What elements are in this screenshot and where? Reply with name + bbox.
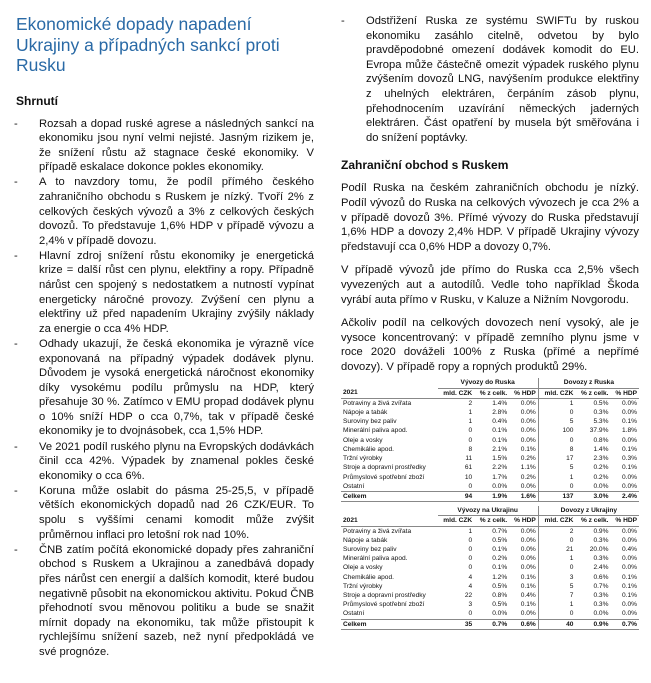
table-cell: 0 <box>538 436 575 445</box>
table-cell: 0.0% <box>621 409 637 417</box>
summary-item: - Hlavní zdroj snížení růstu ekonomiky je energetická krize = další růst cen plynu, elektřiny a ropy. Případně nárůst cen spojený s nedostatkem a nutností vypínat energeticky náročné provozy. Zvýšení cen plynu a elektřiny už před napadením Ukrajiny zvýšily náklady za energie o cca 4% HDP. <box>14 249 314 335</box>
table-cell: 137 <box>538 491 575 501</box>
table-row-label: Stroje a dopravní prostředky <box>343 464 426 472</box>
table-cell: 0.1% <box>621 445 637 453</box>
table-cell <box>341 506 438 516</box>
table-row <box>341 473 639 482</box>
table-cell: 0 <box>538 536 575 545</box>
table-column-header: % z celk. <box>474 388 509 398</box>
table-cell: 2.4% <box>593 564 609 572</box>
table-group-header <box>341 506 639 516</box>
table-cell: 3.0% <box>575 491 610 501</box>
table-row-label: Celkem <box>341 491 438 501</box>
table-total-row <box>341 619 639 629</box>
table-row-label: Průmyslové spotřební zboží <box>343 473 425 481</box>
table-cell: 1.4% <box>492 399 508 407</box>
table-cell: 1.9% <box>474 491 509 501</box>
table-cell: 0.6% <box>509 619 538 629</box>
table-cell: 5 <box>538 463 575 472</box>
table-column-header: % z celk. <box>575 388 610 398</box>
table-cell: 0.0% <box>520 527 536 535</box>
table-cell: 0.5% <box>593 399 609 407</box>
table-cell: 0.1% <box>492 427 508 435</box>
table-cell: 0.0% <box>520 545 536 553</box>
table-cell: 0.3% <box>621 455 637 463</box>
table-cell: 1 <box>468 409 473 417</box>
table-year: 2021 <box>341 388 438 398</box>
table-cell: 0.0% <box>520 482 536 490</box>
table-cell: 0.7% <box>610 619 639 629</box>
table-cell: 61 <box>464 464 473 472</box>
table-group-label: Dovozy z Ruska <box>538 378 639 388</box>
table-total-row <box>341 491 639 501</box>
table-row-label: Nápoje a tabák <box>343 409 388 417</box>
table-cell: 0 <box>468 610 473 618</box>
table-row <box>341 445 639 454</box>
table-cell: 0.3% <box>593 555 609 563</box>
table-column-header: % z celk. <box>474 516 509 526</box>
trade-tables <box>341 378 639 629</box>
table-cell: 0.1% <box>520 445 536 453</box>
table-row-label: Nápoje a tabák <box>343 536 388 544</box>
table-row-label: Chemikálie apod. <box>343 573 394 581</box>
table-cell: 0.2% <box>593 464 609 472</box>
table-cell: 0.0% <box>621 601 637 609</box>
table-group-label: Vývozy na Ukrajinu <box>438 506 539 516</box>
table-row <box>341 545 639 554</box>
table-cell: 0 <box>538 609 575 619</box>
table-year: 2021 <box>341 516 438 526</box>
table-row <box>341 463 639 472</box>
table-row <box>341 426 639 435</box>
table-row <box>341 482 639 492</box>
table-cell: 22 <box>464 591 473 599</box>
table-cell: 37.9% <box>589 427 609 435</box>
table-cell: 1 <box>468 418 473 426</box>
table-group-label: Dovozy z Ukrajiny <box>538 506 639 516</box>
table-cell: 0.0% <box>520 436 536 444</box>
table-row-label: Suroviny bez paliv <box>343 545 397 553</box>
table-cell: 0.1% <box>492 564 508 572</box>
table-cell: 5 <box>538 417 575 426</box>
table-cell: 0.0% <box>520 427 536 435</box>
table-cell: 20.0% <box>589 545 609 553</box>
table-cell: 0.2% <box>520 455 536 463</box>
table-cell: 0.2% <box>593 473 609 481</box>
table-cell: 0.3% <box>593 409 609 417</box>
table-cell: 0 <box>468 545 473 553</box>
table-cell: 17 <box>538 454 575 463</box>
table-cell: 1 <box>468 527 473 535</box>
table-cell: 0 <box>468 555 473 563</box>
table-column-header: % HDP <box>610 388 639 398</box>
table-cell: 8 <box>538 445 575 454</box>
table-cell: 0.0% <box>621 527 637 535</box>
table-cell: 7 <box>538 591 575 600</box>
table-row <box>341 582 639 591</box>
table-cell: 0.1% <box>520 582 536 590</box>
table-cell: 0.8% <box>492 591 508 599</box>
table-row-label: Oleje a vosky <box>343 436 383 444</box>
table-column-header: mld. CZK <box>438 516 475 526</box>
table-row <box>341 609 639 619</box>
table-cell: 4 <box>468 582 473 590</box>
table-group-label: Vývozy do Ruska <box>438 378 539 388</box>
table-row-label: Průmyslové spotřební zboží <box>343 601 425 609</box>
table-row-label: Oleje a vosky <box>343 564 383 572</box>
table-cell: 0.3% <box>593 591 609 599</box>
table-cell: 0.9% <box>593 527 609 535</box>
table-cell: 0.4% <box>492 418 508 426</box>
table-cell: 0.1% <box>492 436 508 444</box>
table-column-header: % HDP <box>610 516 639 526</box>
table-header-row <box>341 516 639 526</box>
table-group-header <box>341 378 639 388</box>
table-cell: 0.3% <box>593 601 609 609</box>
summary-item: - Odstřižení Ruska ze systému SWIFTu by ruskou ekonomiku zasáhlo citelně, odvetou by bylo pravděpodobné omezení dodávek komodit do EU. Evropa může částečně omezit výpadek ruského plynu zvýšením dovozů LNG, navýšením produkce elektřiny z uhelných elektráren, čerpáním zásob plynu, přehodnocením uzavírání německých jaderných elektráren. Část opatření by musela být směřována i do snížení poptávky. <box>341 15 639 144</box>
table-cell: 0.0% <box>593 482 609 490</box>
table-cell: 0 <box>538 482 575 492</box>
table-cell: 0.4% <box>520 591 536 599</box>
table-column-header: mld. CZK <box>438 388 475 398</box>
trade-heading: Zahraniční obchod s Ruskem <box>341 158 509 173</box>
summary-item: - Ve 2021 podíl ruského plynu na Evropských dodávkách činil cca 42%. Výpadek by znamenal pokles české ekonomiky o cca 6%. <box>14 440 314 482</box>
table-row <box>341 398 639 408</box>
table-cell: 2.8% <box>492 409 508 417</box>
table-cell: 2 <box>468 399 473 407</box>
summary-item: - Rozsah a dopad ruské agrese a následných sankcí na ekonomiku jsou nyní velmi nejisté. Jasným rizikem je, že snížení růstu až stagnace české ekonomiky. V případě eskalace dokonce pokles ekonomiky. <box>14 117 314 174</box>
table-cell: 0.2% <box>520 473 536 481</box>
table-cell: 0.0% <box>621 564 637 572</box>
table-cell: 0.1% <box>520 601 536 609</box>
table-row <box>341 526 639 536</box>
table-row-label: Stroje a dopravní prostředky <box>343 591 426 599</box>
table-cell: 0.1% <box>621 418 637 426</box>
table-cell: 0.1% <box>520 573 536 581</box>
summary-item: - Koruna může oslabit do pásma 25-25,5, v případě větších ekonomických dopadů nad 26 CZK/EUR. To spolu s vyššími cenami komodit může zvýšit průměrnou inflaci pro letošní rok nad 10%. <box>14 484 314 541</box>
table-cell: 0.6% <box>593 573 609 581</box>
table-cell: 0 <box>468 427 473 435</box>
table-cell: 0.0% <box>520 555 536 563</box>
summary-item: - ČNB zatím počítá ekonomické dopady přes zahraniční obchod s Ruskem a Ukrajinou a zanedbává dopady přes nárůst cen energií a dalších komodit, které budou negativně působit na ekonomickou aktivitu. Pokud ČNB přehodnotí svou měnovou politiku a bude se snažit mírnit dopady na ekonomiku, tak může přistoupit k rychlejšímu snížení sazeb, než nyní předpokládá ve své prognóze. <box>14 543 314 658</box>
table-cell: 0.1% <box>621 591 637 599</box>
table-cell: 0.1% <box>621 582 637 590</box>
table-row-label: Potraviny a živá zvířata <box>343 527 412 535</box>
table-cell: 21 <box>538 545 575 554</box>
table-row-label: Ostatní <box>343 482 365 490</box>
table-cell: 10 <box>464 473 473 481</box>
table-column-header: % HDP <box>509 388 538 398</box>
table-row-label: Minerální paliva apod. <box>343 555 408 563</box>
table-row <box>341 554 639 563</box>
table-cell: 1 <box>538 600 575 609</box>
table-cell: 2.1% <box>492 445 508 453</box>
table-cell: 1.7% <box>492 473 508 481</box>
table-cell: 100 <box>538 426 575 435</box>
table-cell: 0.4% <box>621 545 637 553</box>
table-cell: 0.0% <box>621 482 637 490</box>
summary-continued-list <box>341 14 639 145</box>
table-cell: 0.0% <box>520 399 536 407</box>
table-row <box>341 591 639 600</box>
table-cell: 0.0% <box>621 555 637 563</box>
table-cell: 0.0% <box>621 610 637 618</box>
table-cell: 1 <box>538 554 575 563</box>
table-cell: 1.6% <box>509 491 538 501</box>
table-row <box>341 600 639 609</box>
table-cell: 0.9% <box>575 619 610 629</box>
table-cell: 2.2% <box>492 464 508 472</box>
table-row <box>341 454 639 463</box>
table-cell: 2.3% <box>593 455 609 463</box>
table-cell: 0.7% <box>474 619 509 629</box>
table-cell: 0.1% <box>621 573 637 581</box>
table-cell: 0.0% <box>621 436 637 444</box>
summary-heading: Shrnutí <box>16 93 58 108</box>
ukraine-trade-table <box>341 506 639 630</box>
table-cell: 0.5% <box>492 582 508 590</box>
table-cell: 0.3% <box>593 536 609 544</box>
table-cell: 0 <box>538 563 575 572</box>
table-row <box>341 563 639 572</box>
table-cell: 2 <box>538 526 575 536</box>
trade-paragraph: Podíl Ruska na českém zahraničních obchodu je nízký. Podíl vývozů do Ruska na celkových vývozech je cca 2% a v případě dovozů 3%. Přímé vývozy do Ruska představují 1,6% HDP a dovozy 2,4% HDP. V případě Ukrajiny vývozy představují cca 0,6% HDP a dovozy 0,7%. <box>341 182 639 253</box>
table-cell: 5 <box>538 582 575 591</box>
table-cell: 0.0% <box>593 610 609 618</box>
table-cell: 1.4% <box>593 445 609 453</box>
table-row <box>341 408 639 417</box>
table-cell: 0 <box>468 436 473 444</box>
table-cell: 0.0% <box>520 610 536 618</box>
page-title: Ekonomické dopady napadení Ukrajiny a případných sankcí proti Rusku <box>16 14 280 75</box>
table-cell: 0 <box>468 564 473 572</box>
table-row <box>341 573 639 582</box>
table-row <box>341 536 639 545</box>
table-cell: 1.2% <box>492 573 508 581</box>
summary-item: - Odhady ukazují, že česká ekonomika je výrazně více exponovaná na případný výpadek dodávek plynu. Důvodem je vysoká energetická náročnost ekonomiky díky vysokému podílu průmyslu na HDP, který přesahuje 30 %. Zatímco v EMU propad dodávek plynu o 10% sníží HDP o cca 0,7%, tak v případě české ekonomiky je to dvojnásobek, cca 1,5% HDP. <box>14 337 314 438</box>
table-row-label: Suroviny bez paliv <box>343 418 397 426</box>
table-row-label: Ostatní <box>343 610 365 618</box>
table-cell: 0.0% <box>520 536 536 544</box>
table-row-label: Chemikálie apod. <box>343 445 394 453</box>
table-cell: 4 <box>468 573 473 581</box>
table-cell: 0 <box>538 408 575 417</box>
table-cell: 0.7% <box>492 527 508 535</box>
table-cell: 0.0% <box>621 536 637 544</box>
table-cell: 0.5% <box>492 536 508 544</box>
table-cell: 1 <box>538 473 575 482</box>
table-cell: 35 <box>438 619 475 629</box>
table-cell: 3 <box>538 573 575 582</box>
table-row-label: Minerální paliva apod. <box>343 427 408 435</box>
table-cell: 0.0% <box>520 564 536 572</box>
table-column-header: % z celk. <box>575 516 610 526</box>
table-cell: 11 <box>465 455 473 463</box>
table-column-header: mld. CZK <box>538 516 575 526</box>
summary-item: - A to navzdory tomu, že podíl přímého českého zahraničního obchodu s Ruskem je nízký. Tvoří 2% z celkových českých vývozů a 3% z celkových českých dovozů. To představuje 1,6% HDP v případě vývozu a 2,4% v případě dovozu. <box>14 176 314 247</box>
right-column <box>341 0 639 630</box>
table-cell: 0.1% <box>492 545 508 553</box>
table-cell: 0.5% <box>492 601 508 609</box>
table-cell: 3 <box>468 601 473 609</box>
table-row-label: Potraviny a živá zvířata <box>343 399 412 407</box>
table-cell: 1.5% <box>492 455 508 463</box>
table-cell: 1 <box>538 398 575 408</box>
table-cell: 0.0% <box>492 482 508 490</box>
table-cell: 1.8% <box>621 427 637 435</box>
table-cell: 5.3% <box>593 418 609 426</box>
table-cell: 0.0% <box>621 473 637 481</box>
trade-paragraph: Ačkoliv podíl na celkových dovozech není vysoký, ale je vysoce koncentrovaný: v případě zemního plynu jsme v roce 2020 dováželi 100% z Ruska (přímé a nepřímé dovozy). V případě ropy a ropných produktů 29%. <box>341 317 639 373</box>
table-header-row <box>341 388 639 398</box>
table-column-header: mld. CZK <box>538 388 575 398</box>
table-cell: 8 <box>468 445 473 453</box>
russia-trade-table <box>341 378 639 502</box>
trade-paragraph: V případě vývozů jde přímo do Ruska cca 2,5% všech vyvezených aut a autodílů. Vedle toho například Škoda vyrábí auta přímo v Rusku, v Kaluze a Nižním Novgorodu. <box>341 264 639 306</box>
table-cell <box>341 378 438 388</box>
table-cell: 1.1% <box>520 464 536 472</box>
table-row <box>341 436 639 445</box>
table-cell: 0.2% <box>492 555 508 563</box>
left-column <box>14 0 314 660</box>
table-cell: 94 <box>438 491 475 501</box>
table-cell: 0.0% <box>520 409 536 417</box>
table-cell: 0 <box>468 536 473 544</box>
table-cell: 2.4% <box>610 491 639 501</box>
table-row-label: Tržní výrobky <box>343 582 383 590</box>
table-cell: 0.1% <box>621 464 637 472</box>
table-cell: 0.0% <box>621 399 637 407</box>
summary-list <box>14 117 314 660</box>
table-cell: 0.8% <box>593 436 609 444</box>
table-row-label: Tržní výrobky <box>343 455 383 463</box>
table-cell: 0.7% <box>593 582 609 590</box>
table-cell: 0.0% <box>492 610 508 618</box>
table-row-label: Celkem <box>341 619 438 629</box>
table-cell: 0.0% <box>520 418 536 426</box>
table-cell: 0 <box>468 482 473 490</box>
table-cell: 40 <box>538 619 575 629</box>
table-column-header: % HDP <box>509 516 538 526</box>
table-row <box>341 417 639 426</box>
